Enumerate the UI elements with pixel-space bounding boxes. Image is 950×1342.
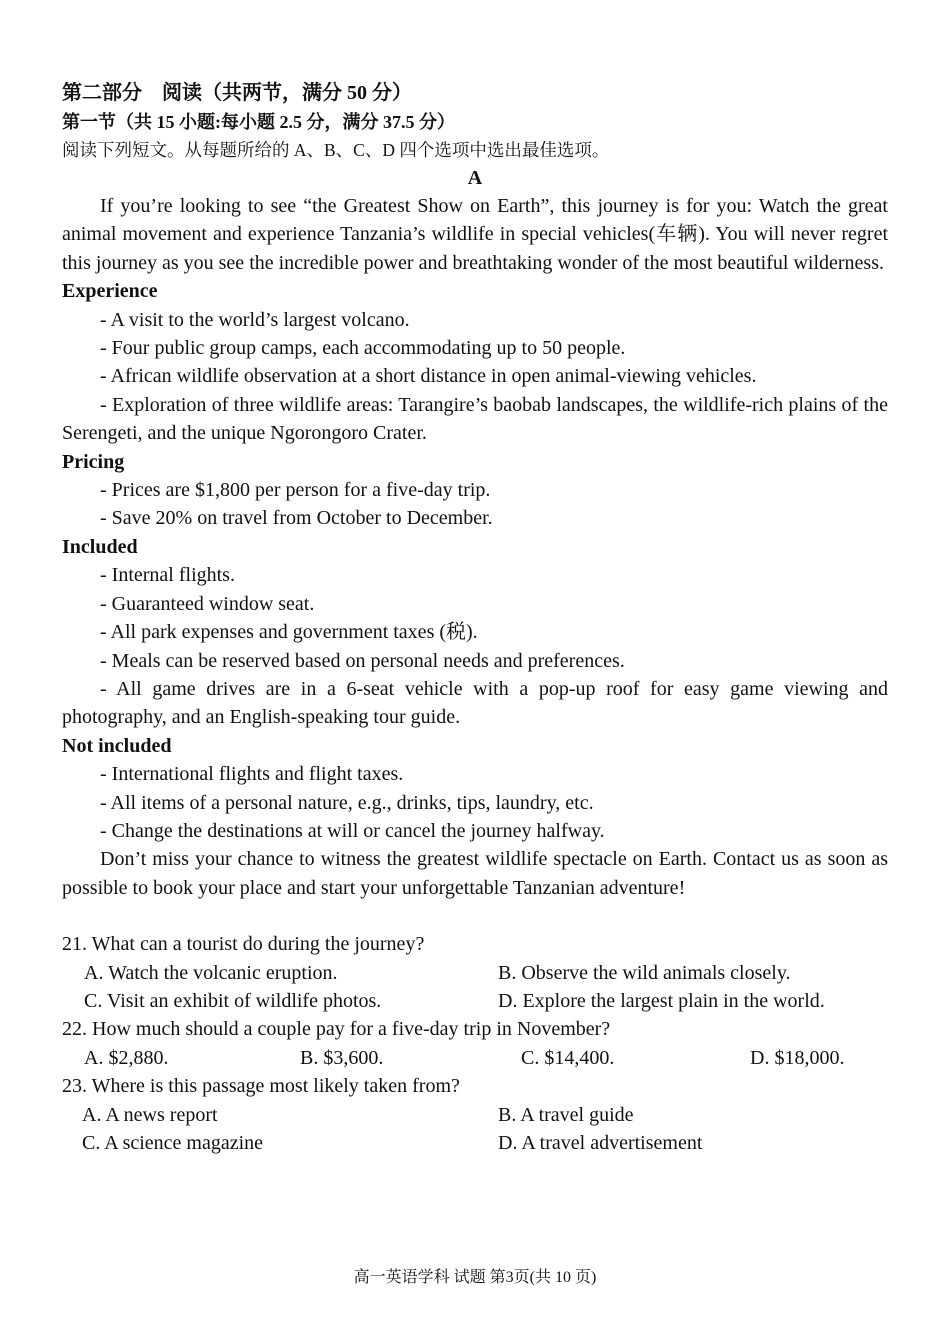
passage-closing: Don’t miss your chance to witness the greatest wildlife spectacle on Earth. Contact us as soon as possible to book your place and start your unforgettable Tanzanian adventure! — [62, 848, 888, 899]
question-21-options — [62, 959, 888, 1016]
not-included-item: - All items of a personal nature, e.g., drinks, tips, laundry, etc. — [100, 791, 594, 814]
not-included-heading: Not included — [62, 734, 172, 757]
experience-item: - A visit to the world’s largest volcano. — [100, 308, 410, 331]
question-23-options — [62, 1101, 888, 1158]
passage-label: A — [467, 167, 483, 189]
page-footer: 高一英语学科 试题 第3页(共 10 页) — [353, 1269, 597, 1286]
option-a[interactable]: A. A news report — [82, 1103, 218, 1126]
question-22-options — [62, 1044, 888, 1072]
exam-page — [62, 78, 888, 1157]
included-item: - Meals can be reserved based on personal needs and preferences. — [100, 649, 625, 672]
section-title: 第一节（共 15 小题:每小题 2.5 分，满分 37.5 分） — [62, 112, 455, 132]
not-included-item: - Change the destinations at will or cancel the journey halfway. — [100, 819, 605, 842]
included-item: - Guaranteed window seat. — [100, 592, 315, 615]
included-heading: Included — [62, 535, 138, 558]
instruction-text: 阅读下列短文。从每题所给的 A、B、C、D 四个选项中选出最佳选项。 — [62, 140, 610, 160]
option-c[interactable]: C. $14,400. — [521, 1046, 615, 1069]
option-d[interactable]: D. Explore the largest plain in the world. — [498, 989, 825, 1012]
experience-heading: Experience — [62, 280, 158, 303]
experience-item: - Four public group camps, each accommodating up to 50 people. — [100, 337, 626, 360]
included-item: - Internal flights. — [100, 564, 235, 587]
not-included-item: - International flights and flight taxes. — [100, 763, 404, 786]
pricing-heading: Pricing — [62, 450, 125, 473]
option-b[interactable]: B. A travel guide — [498, 1103, 634, 1126]
option-b[interactable]: B. $3,600. — [300, 1046, 384, 1069]
included-item: - All game drives are in a 6-seat vehicle with a pop-up roof for easy game viewing and photography, and an English-speaking tour guide. — [62, 677, 888, 729]
option-a[interactable]: A. $2,880. — [84, 1046, 169, 1069]
option-d[interactable]: D. A travel advertisement — [498, 1131, 703, 1154]
option-d[interactable]: D. $18,000. — [750, 1046, 845, 1069]
experience-item: - African wildlife observation at a short distance in open animal-viewing vehicles. — [100, 365, 757, 388]
option-a[interactable]: A. Watch the volcanic eruption. — [84, 961, 338, 984]
option-c[interactable]: C. A science magazine — [82, 1131, 264, 1154]
option-c[interactable]: C. Visit an exhibit of wildlife photos. — [84, 989, 382, 1012]
included-item: - All park expenses and government taxes (税). — [100, 621, 478, 644]
question-21-stem: 21. What can a tourist do during the journey? — [62, 933, 425, 956]
pricing-item: - Prices are $1,800 per person for a five-day trip. — [100, 479, 491, 502]
pricing-item: - Save 20% on travel from October to December. — [100, 507, 493, 530]
spacer — [62, 902, 888, 930]
question-22-stem: 22. How much should a couple pay for a five-day trip in November? — [62, 1018, 611, 1041]
experience-item: - Exploration of three wildlife areas: Tarangire’s baobab landscapes, the wildlife-rich plains of the Serengeti, and the unique Ngorongoro Crater. — [62, 393, 888, 445]
passage-intro: If you’re looking to see “the Greatest Show on Earth”, this journey is for you: Watch the great animal movement and experience Tanzania’s wildlife in special vehicles(车辆). You will never regret this journey as you see the incredible power and breathtaking wonder of the most beautiful wilderness. — [62, 195, 888, 274]
part-title: 第二部分 阅读（共两节，满分 50 分） — [62, 82, 412, 104]
question-23-stem: 23. Where is this passage most likely taken from? — [62, 1075, 460, 1098]
option-b[interactable]: B. Observe the wild animals closely. — [498, 961, 791, 984]
